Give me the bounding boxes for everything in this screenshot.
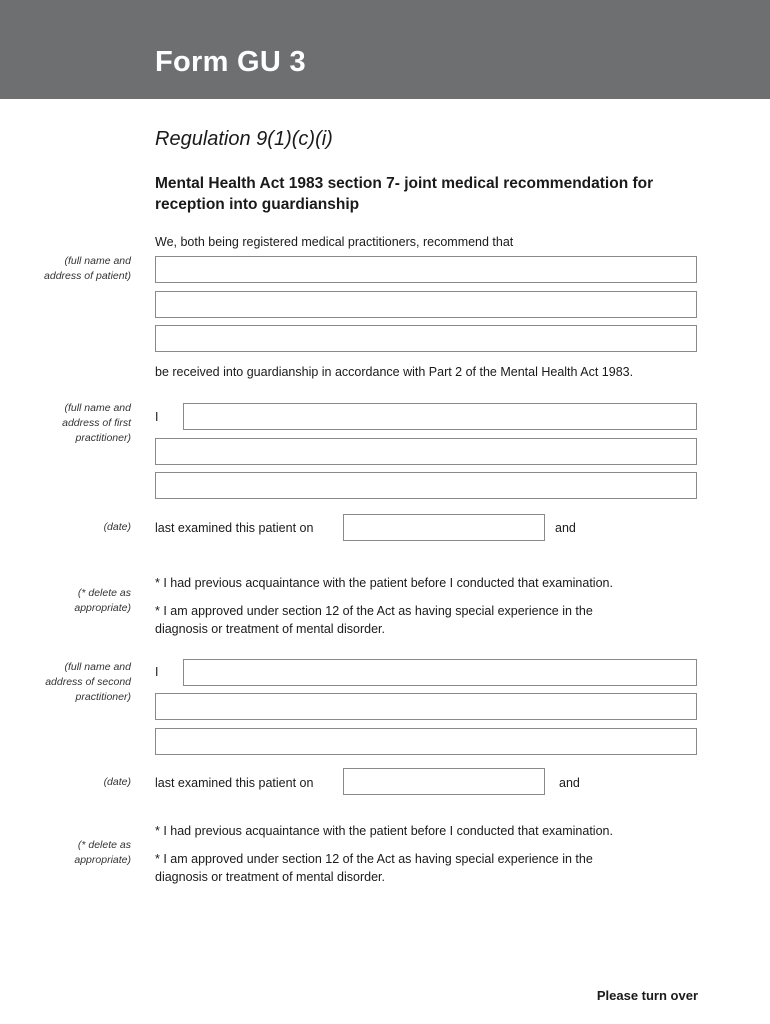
guardianship-statement: be received into guardianship in accordance with Part 2 of the Mental Health Act 1983.: [155, 365, 634, 379]
second-examined-text: last examined this patient on: [155, 776, 314, 790]
second-exam-date-field[interactable]: [343, 768, 545, 795]
regulation-reference: Regulation 9(1)(c)(i): [155, 128, 333, 150]
first-examined-text: last examined this patient on: [155, 521, 314, 535]
first-practitioner-address-field-2[interactable]: [155, 472, 697, 499]
second-practitioner-name-field[interactable]: [183, 659, 697, 686]
intro-text: We, both being registered medical practitioners, recommend that: [155, 235, 514, 249]
second-practitioner-label: (full name and address of second practitioner): [45, 661, 131, 703]
first-and-text: and: [555, 521, 576, 535]
first-acquaintance-statement: * I had previous acquaintance with the patient before I conducted that examination.: [155, 576, 613, 590]
patient-address-field-1[interactable]: [155, 291, 697, 318]
first-approved-statement-line2: diagnosis or treatment of mental disorder.: [155, 622, 385, 636]
form-title: Form GU 3: [155, 46, 306, 78]
form-heading: Mental Health Act 1983 section 7- joint medical recommendation for reception into guardianship: [155, 175, 654, 213]
first-delete-label: (* delete as appropriate): [74, 587, 131, 614]
first-practitioner-label: (full name and address of first practitioner): [62, 402, 131, 444]
patient-address-field-2[interactable]: [155, 325, 697, 352]
first-approved-statement-line1: * I am approved under section 12 of the Act as having special experience in the: [155, 604, 593, 618]
second-date-label: (date): [103, 776, 131, 788]
first-exam-date-field[interactable]: [343, 514, 545, 541]
second-acquaintance-statement: * I had previous acquaintance with the patient before I conducted that examination.: [155, 824, 613, 838]
second-approved-statement-line2: diagnosis or treatment of mental disorder.: [155, 870, 385, 884]
first-date-label: (date): [103, 521, 131, 533]
first-practitioner-address-field-1[interactable]: [155, 438, 697, 465]
first-practitioner-name-field[interactable]: [183, 403, 697, 430]
patient-label: (full name and address of patient): [44, 255, 131, 282]
patient-name-field[interactable]: [155, 256, 697, 283]
second-delete-label: (* delete as appropriate): [74, 839, 131, 866]
please-turn-over: Please turn over: [596, 988, 698, 1003]
second-pronoun: I: [155, 665, 159, 679]
second-and-text: and: [559, 776, 580, 790]
second-practitioner-address-field-2[interactable]: [155, 728, 697, 755]
header-band: [0, 0, 770, 99]
second-practitioner-address-field-1[interactable]: [155, 693, 697, 720]
first-pronoun: I: [155, 410, 159, 424]
second-approved-statement-line1: * I am approved under section 12 of the Act as having special experience in the: [155, 852, 593, 866]
